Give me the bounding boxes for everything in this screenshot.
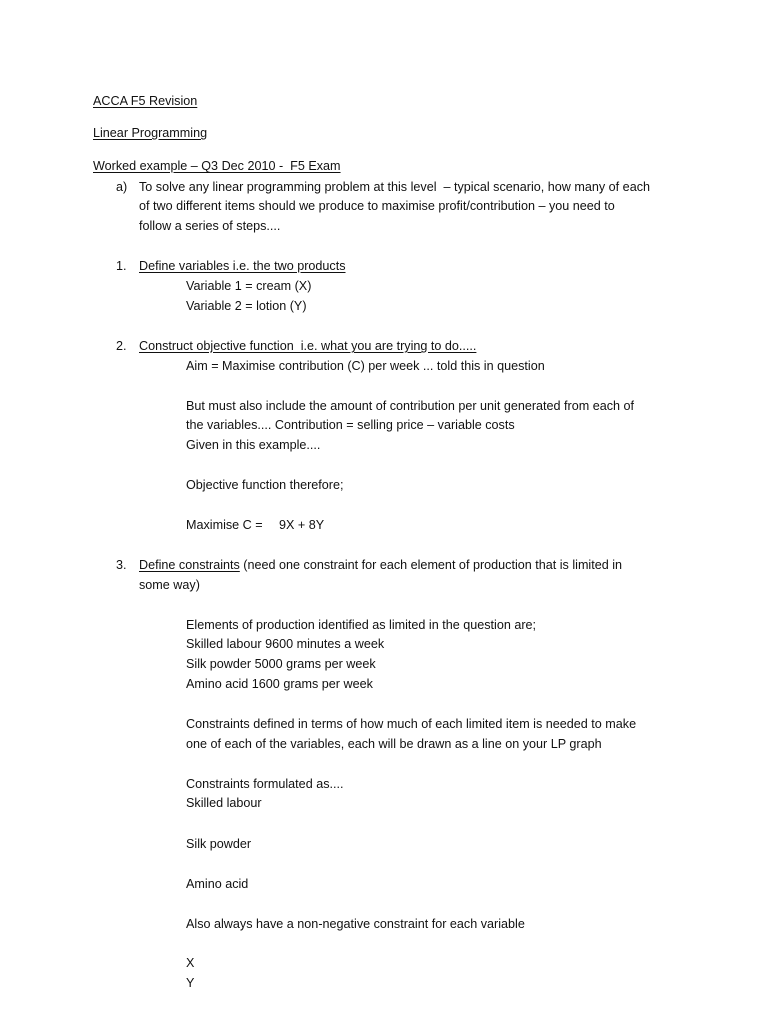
- step-text: Objective function therefore;: [186, 478, 344, 492]
- step-text: Constraints defined in terms of how much of each limited item is needed to make: [186, 717, 637, 731]
- intro-list-marker: a): [116, 180, 128, 194]
- worked-example-heading: Worked example – Q3 Dec 2010 - F5 Exam: [93, 159, 341, 173]
- step-text: one of each of the variables, each will be drawn as a line on your LP graph: [186, 737, 602, 751]
- step-text: the variables.... Contribution = selling price – variable costs: [186, 418, 515, 432]
- step-text: Also always have a non-negative constraint for each variable: [186, 917, 525, 931]
- intro-line: of two different items should we produce to maximise profit/contribution – you need to: [139, 199, 615, 213]
- limited-element: Silk powder 5000 grams per week: [186, 657, 376, 671]
- step-text: But must also include the amount of contribution per unit generated from each of: [186, 399, 635, 413]
- step-heading-rest: (need one constraint for each element of production that is limited in: [239, 558, 623, 572]
- step-number: 2.: [116, 339, 127, 353]
- step-heading: Define variables i.e. the two products: [139, 259, 346, 273]
- step-number: 1.: [116, 259, 127, 273]
- step-text: Variable 2 = lotion (Y): [186, 299, 307, 313]
- limited-element: Skilled labour 9600 minutes a week: [186, 637, 385, 651]
- step-text: some way): [139, 578, 200, 592]
- section-title: Linear Programming: [93, 126, 208, 140]
- constraint-label: Skilled labour: [186, 796, 262, 810]
- step-text: Elements of production identified as limited in the question are;: [186, 618, 537, 632]
- objective-expression: 9X + 8Y: [279, 518, 325, 532]
- objective-label: Maximise C =: [186, 518, 263, 532]
- step-heading: Construct objective function i.e. what you are trying to do.....: [139, 339, 477, 353]
- constraint-label: Amino acid: [186, 877, 249, 891]
- step-text: Given in this example....: [186, 438, 321, 452]
- step-text: Constraints formulated as....: [186, 777, 344, 791]
- variable-label: Y: [186, 976, 195, 990]
- step-heading-line: [139, 557, 622, 573]
- step-heading: Define constraints: [139, 558, 240, 572]
- variable-label: X: [186, 956, 195, 970]
- step-number: 3.: [116, 558, 127, 572]
- step-text: Variable 1 = cream (X): [186, 279, 312, 293]
- intro-line: To solve any linear programming problem at this level – typical scenario, how many of each: [139, 180, 650, 194]
- constraint-label: Silk powder: [186, 837, 252, 851]
- document-title: ACCA F5 Revision: [93, 94, 198, 108]
- limited-element: Amino acid 1600 grams per week: [186, 677, 373, 691]
- step-text: Aim = Maximise contribution (C) per week ... told this in question: [186, 359, 545, 373]
- intro-line: follow a series of steps....: [139, 219, 281, 233]
